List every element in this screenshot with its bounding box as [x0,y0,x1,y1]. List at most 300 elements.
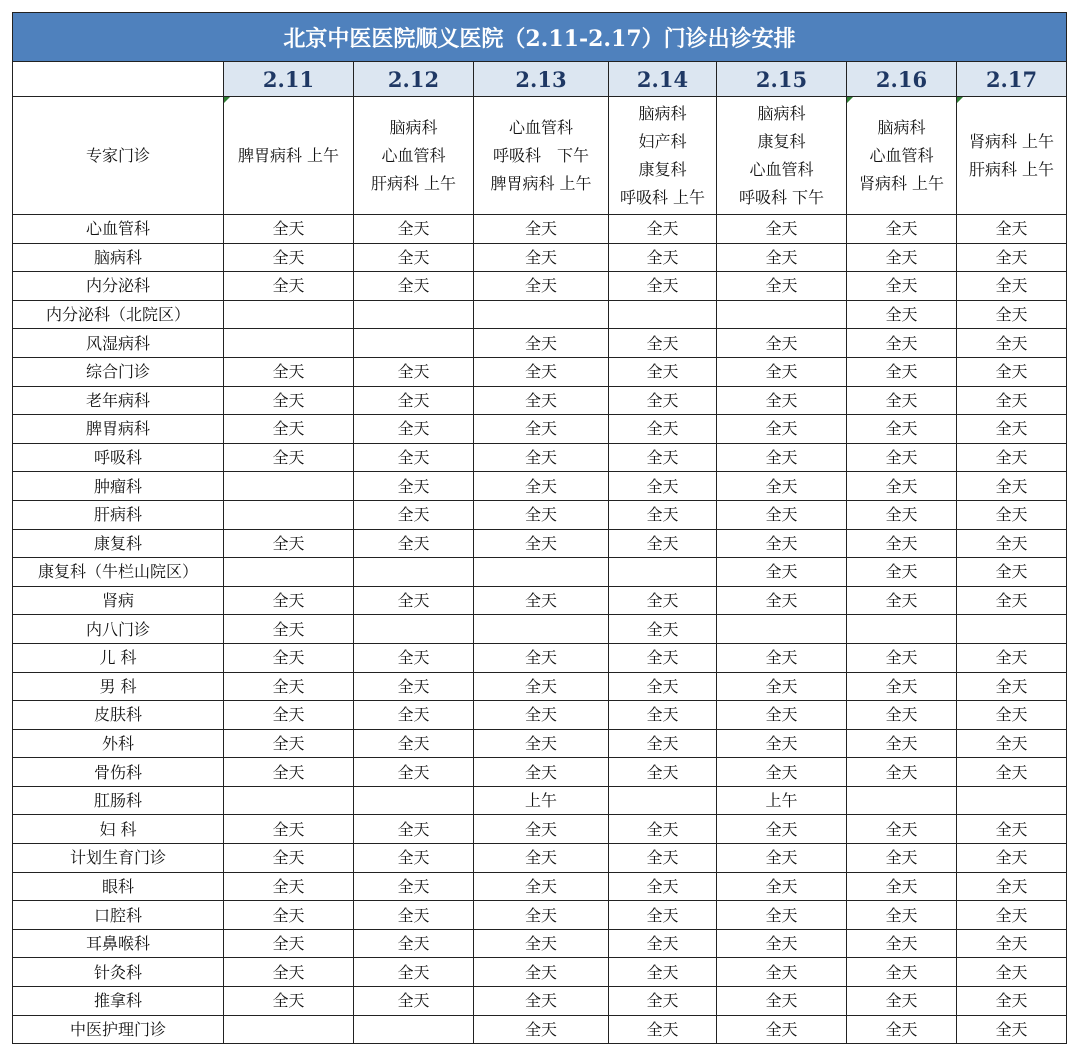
date-header: 2.12 [354,62,474,97]
schedule-cell: 全天 [957,300,1067,329]
schedule-cell: 全天 [847,672,957,701]
expert-clinic-cell [609,97,717,215]
schedule-cell: 全天 [957,701,1067,730]
expert-clinic-line: 康复科 [757,131,806,151]
schedule-cell [957,615,1067,644]
table-row [13,815,1067,844]
table-row [13,844,1067,873]
table-row [13,529,1067,558]
schedule-cell: 全天 [609,500,717,529]
schedule-cell: 全天 [474,958,609,987]
schedule-cell: 全天 [224,958,354,987]
schedule-cell: 全天 [354,243,474,272]
schedule-cell [474,300,609,329]
schedule-cell: 全天 [957,872,1067,901]
date-header-corner [13,62,224,97]
schedule-cell: 全天 [609,758,717,787]
schedule-cell: 全天 [354,672,474,701]
schedule-cell: 全天 [609,901,717,930]
schedule-cell [224,1015,354,1044]
schedule-cell: 全天 [717,672,847,701]
schedule-cell: 全天 [717,386,847,415]
department-name: 肝病科 [13,500,224,529]
schedule-cell: 全天 [474,901,609,930]
schedule-cell: 全天 [847,958,957,987]
department-name: 计划生育门诊 [13,844,224,873]
department-name: 风湿病科 [13,329,224,358]
expert-clinic-cell [224,97,354,215]
schedule-cell: 全天 [224,672,354,701]
schedule-cell: 全天 [847,929,957,958]
schedule-cell: 全天 [957,643,1067,672]
schedule-cell: 全天 [474,243,609,272]
table-row [13,701,1067,730]
schedule-cell: 全天 [717,357,847,386]
department-name: 内分泌科 [13,272,224,301]
schedule-cell [717,300,847,329]
schedule-cell: 全天 [847,443,957,472]
schedule-cell: 全天 [609,958,717,987]
schedule-cell: 全天 [609,844,717,873]
schedule-cell: 全天 [957,415,1067,444]
schedule-cell: 全天 [717,729,847,758]
table-row [13,929,1067,958]
schedule-cell: 全天 [474,215,609,244]
department-name: 男 科 [13,672,224,701]
schedule-cell: 全天 [224,901,354,930]
schedule-cell: 全天 [717,844,847,873]
schedule-cell: 全天 [474,929,609,958]
department-name: 儿 科 [13,643,224,672]
date-header-row [13,62,1067,97]
schedule-cell: 全天 [717,558,847,587]
schedule-cell: 全天 [957,929,1067,958]
department-name: 内分泌科（北院区） [13,300,224,329]
schedule-cell: 全天 [474,472,609,501]
schedule-cell: 全天 [957,958,1067,987]
department-name: 推拿科 [13,987,224,1016]
schedule-cell: 全天 [847,415,957,444]
expert-clinic-line: 脾胃病科 上午 [490,173,592,193]
schedule-cell: 全天 [474,844,609,873]
table-row [13,872,1067,901]
expert-clinic-line: 脑病科 [389,117,438,137]
date-header: 2.16 [847,62,957,97]
table-row [13,958,1067,987]
department-name: 心血管科 [13,215,224,244]
schedule-cell [354,329,474,358]
schedule-body [13,215,1067,1044]
schedule-cell: 全天 [354,758,474,787]
department-name: 耳鼻喉科 [13,929,224,958]
schedule-cell: 全天 [957,844,1067,873]
schedule-cell: 全天 [609,586,717,615]
schedule-cell: 全天 [609,386,717,415]
schedule-cell: 全天 [609,529,717,558]
schedule-cell [224,300,354,329]
schedule-cell: 全天 [474,758,609,787]
schedule-cell: 全天 [224,758,354,787]
date-header: 2.14 [609,62,717,97]
schedule-cell: 全天 [957,243,1067,272]
schedule-cell: 全天 [609,987,717,1016]
schedule-cell: 全天 [474,415,609,444]
schedule-cell: 全天 [354,443,474,472]
department-name: 呼吸科 [13,443,224,472]
expert-clinic-line: 心血管科 [869,145,934,165]
schedule-cell: 全天 [957,758,1067,787]
schedule-cell: 全天 [717,272,847,301]
schedule-cell: 全天 [717,643,847,672]
schedule-cell: 全天 [354,643,474,672]
table-row [13,586,1067,615]
schedule-cell: 全天 [609,672,717,701]
schedule-table [12,12,1067,1044]
schedule-cell [609,558,717,587]
expert-clinic-line: 脑病科 [877,117,926,137]
schedule-cell: 全天 [847,844,957,873]
schedule-cell: 全天 [717,500,847,529]
schedule-cell: 全天 [474,443,609,472]
table-row [13,786,1067,815]
expert-clinic-cell [354,97,474,215]
department-name: 肛肠科 [13,786,224,815]
schedule-cell: 全天 [474,872,609,901]
department-name: 脑病科 [13,243,224,272]
table-row [13,643,1067,672]
schedule-cell: 全天 [717,1015,847,1044]
schedule-cell: 全天 [224,386,354,415]
schedule-cell: 全天 [957,901,1067,930]
schedule-cell: 全天 [474,357,609,386]
schedule-cell [224,329,354,358]
schedule-cell: 全天 [847,243,957,272]
expert-clinic-line: 肾病科 上午 [968,131,1055,151]
department-name: 康复科 [13,529,224,558]
schedule-cell: 全天 [354,472,474,501]
schedule-cell: 全天 [474,701,609,730]
schedule-cell: 全天 [224,443,354,472]
table-row [13,215,1067,244]
table-row [13,300,1067,329]
schedule-cell: 全天 [957,215,1067,244]
schedule-cell [474,558,609,587]
schedule-cell: 全天 [224,929,354,958]
schedule-cell: 上午 [474,786,609,815]
schedule-cell: 全天 [847,215,957,244]
schedule-cell: 全天 [474,329,609,358]
schedule-cell: 全天 [957,529,1067,558]
schedule-cell: 全天 [717,443,847,472]
schedule-cell: 全天 [354,215,474,244]
schedule-cell: 全天 [957,586,1067,615]
schedule-cell [474,615,609,644]
schedule-cell: 全天 [474,643,609,672]
expert-clinic-line: 肝病科 上午 [968,159,1055,179]
schedule-cell: 全天 [224,815,354,844]
cell-comment-marker-icon [224,97,230,103]
schedule-cell [224,500,354,529]
schedule-cell: 全天 [354,987,474,1016]
schedule-cell: 全天 [609,1015,717,1044]
schedule-cell: 全天 [354,729,474,758]
schedule-cell: 全天 [717,215,847,244]
schedule-cell: 全天 [609,357,717,386]
schedule-cell: 全天 [474,586,609,615]
schedule-cell [354,786,474,815]
schedule-cell: 全天 [717,586,847,615]
date-header: 2.11 [224,62,354,97]
department-name: 外科 [13,729,224,758]
schedule-cell: 全天 [847,815,957,844]
table-row [13,558,1067,587]
schedule-cell: 全天 [474,672,609,701]
schedule-cell [847,786,957,815]
table-row [13,443,1067,472]
expert-clinic-line: 呼吸科 上午 [619,187,706,207]
schedule-cell: 全天 [224,872,354,901]
table-row [13,672,1067,701]
schedule-cell: 全天 [354,386,474,415]
table-row [13,901,1067,930]
expert-clinic-row [13,97,1067,215]
schedule-cell [224,786,354,815]
schedule-cell: 全天 [474,815,609,844]
schedule-cell: 全天 [354,815,474,844]
schedule-cell: 全天 [609,243,717,272]
expert-clinic-cell [957,97,1067,215]
table-row [13,758,1067,787]
schedule-cell: 全天 [957,815,1067,844]
schedule-cell: 全天 [847,529,957,558]
schedule-cell: 全天 [957,987,1067,1016]
schedule-cell: 全天 [609,643,717,672]
schedule-cell: 全天 [474,529,609,558]
expert-clinic-line: 妇产科 [638,131,687,151]
table-row [13,272,1067,301]
department-name: 皮肤科 [13,701,224,730]
schedule-cell: 全天 [609,615,717,644]
schedule-cell: 全天 [354,844,474,873]
schedule-cell: 全天 [717,243,847,272]
schedule-cell: 全天 [474,500,609,529]
expert-clinic-line: 肝病科 上午 [370,173,457,193]
schedule-cell: 全天 [847,500,957,529]
schedule-cell: 全天 [609,701,717,730]
expert-clinic-line: 脑病科 [757,103,806,123]
schedule-cell: 全天 [717,958,847,987]
schedule-cell: 全天 [224,987,354,1016]
schedule-cell: 全天 [847,357,957,386]
department-name: 康复科（牛栏山院区） [13,558,224,587]
schedule-cell [717,615,847,644]
expert-clinic-line: 心血管科 [749,159,814,179]
department-name: 肿瘤科 [13,472,224,501]
schedule-cell: 全天 [957,386,1067,415]
schedule-cell: 全天 [224,357,354,386]
table-row [13,615,1067,644]
schedule-cell: 全天 [847,586,957,615]
schedule-cell: 全天 [957,357,1067,386]
schedule-cell [957,786,1067,815]
department-name: 妇 科 [13,815,224,844]
table-row [13,415,1067,444]
schedule-cell [224,558,354,587]
expert-clinic-cell [474,97,609,215]
schedule-cell: 全天 [224,243,354,272]
schedule-cell [354,1015,474,1044]
expert-clinic-cell [847,97,957,215]
expert-clinic-line: 心血管科 [381,145,446,165]
schedule-cell [224,472,354,501]
schedule-cell: 全天 [957,472,1067,501]
schedule-cell [354,558,474,587]
schedule-cell: 上午 [717,786,847,815]
department-name: 骨伤科 [13,758,224,787]
schedule-cell: 全天 [354,500,474,529]
department-name: 针灸科 [13,958,224,987]
schedule-cell: 全天 [224,643,354,672]
schedule-cell: 全天 [354,586,474,615]
schedule-cell: 全天 [957,672,1067,701]
schedule-cell: 全天 [847,758,957,787]
table-row [13,729,1067,758]
table-row [13,987,1067,1016]
schedule-cell: 全天 [224,215,354,244]
department-name: 中医护理门诊 [13,1015,224,1044]
table-row [13,357,1067,386]
schedule-cell: 全天 [224,701,354,730]
schedule-cell: 全天 [717,815,847,844]
schedule-cell: 全天 [354,901,474,930]
expert-clinic-line: 脑病科 [638,103,687,123]
expert-clinic-label: 专家门诊 [13,97,224,215]
department-name: 综合门诊 [13,357,224,386]
schedule-cell: 全天 [224,844,354,873]
schedule-cell: 全天 [847,558,957,587]
date-header: 2.13 [474,62,609,97]
schedule-cell: 全天 [847,987,957,1016]
cell-comment-marker-icon [847,97,853,103]
schedule-cell: 全天 [847,729,957,758]
schedule-cell: 全天 [609,872,717,901]
schedule-cell: 全天 [609,472,717,501]
schedule-cell: 全天 [847,901,957,930]
schedule-cell: 全天 [847,272,957,301]
schedule-cell: 全天 [354,272,474,301]
schedule-cell: 全天 [609,443,717,472]
schedule-cell: 全天 [717,987,847,1016]
schedule-cell: 全天 [224,729,354,758]
table-row [13,1015,1067,1044]
schedule-cell: 全天 [354,415,474,444]
schedule-cell: 全天 [847,472,957,501]
expert-clinic-line: 呼吸科 下午 [492,145,589,165]
schedule-cell: 全天 [847,872,957,901]
schedule-cell: 全天 [717,929,847,958]
department-name: 口腔科 [13,901,224,930]
schedule-cell: 全天 [354,872,474,901]
schedule-cell: 全天 [847,643,957,672]
cell-comment-marker-icon [957,97,963,103]
department-name: 眼科 [13,872,224,901]
schedule-cell [354,615,474,644]
schedule-cell: 全天 [957,1015,1067,1044]
schedule-cell [847,615,957,644]
date-header: 2.17 [957,62,1067,97]
schedule-cell: 全天 [847,701,957,730]
schedule-cell: 全天 [224,415,354,444]
schedule-cell: 全天 [609,929,717,958]
schedule-cell: 全天 [354,701,474,730]
date-header: 2.15 [717,62,847,97]
schedule-cell [609,300,717,329]
schedule-cell: 全天 [224,272,354,301]
schedule-cell: 全天 [354,929,474,958]
schedule-cell: 全天 [717,901,847,930]
schedule-cell: 全天 [847,300,957,329]
schedule-cell: 全天 [847,329,957,358]
schedule-cell: 全天 [609,729,717,758]
schedule-cell: 全天 [609,815,717,844]
schedule-cell: 全天 [717,872,847,901]
schedule-cell: 全天 [717,472,847,501]
schedule-cell: 全天 [474,987,609,1016]
schedule-cell: 全天 [474,729,609,758]
department-name: 内八门诊 [13,615,224,644]
schedule-cell: 全天 [224,586,354,615]
expert-clinic-line: 脾胃病科 上午 [237,145,340,165]
schedule-cell: 全天 [957,443,1067,472]
schedule-cell: 全天 [224,615,354,644]
schedule-cell: 全天 [957,329,1067,358]
schedule-cell: 全天 [847,386,957,415]
schedule-cell: 全天 [717,415,847,444]
schedule-cell: 全天 [957,729,1067,758]
schedule-table-wrapper [12,12,1066,1044]
schedule-cell: 全天 [717,701,847,730]
schedule-cell: 全天 [609,215,717,244]
schedule-cell: 全天 [609,415,717,444]
expert-clinic-cell [717,97,847,215]
schedule-cell: 全天 [717,329,847,358]
schedule-cell: 全天 [609,272,717,301]
table-row [13,329,1067,358]
department-name: 老年病科 [13,386,224,415]
expert-clinic-line: 心血管科 [508,117,573,137]
schedule-cell: 全天 [957,272,1067,301]
schedule-cell: 全天 [474,386,609,415]
schedule-cell: 全天 [717,758,847,787]
expert-clinic-line: 康复科 [638,159,687,179]
schedule-cell: 全天 [847,1015,957,1044]
schedule-cell: 全天 [957,558,1067,587]
schedule-cell: 全天 [474,1015,609,1044]
department-name: 肾病 [13,586,224,615]
schedule-cell: 全天 [474,272,609,301]
schedule-cell: 全天 [609,329,717,358]
department-name: 脾胃病科 [13,415,224,444]
schedule-cell [609,786,717,815]
schedule-cell: 全天 [354,958,474,987]
expert-clinic-line: 呼吸科 下午 [738,187,825,207]
schedule-cell: 全天 [957,500,1067,529]
page-title: 北京中医医院顺义医院（2.11-2.17）门诊出诊安排 [13,13,1067,62]
schedule-cell: 全天 [354,529,474,558]
expert-clinic-line: 肾病科 上午 [858,173,945,193]
table-row [13,472,1067,501]
schedule-cell: 全天 [717,529,847,558]
